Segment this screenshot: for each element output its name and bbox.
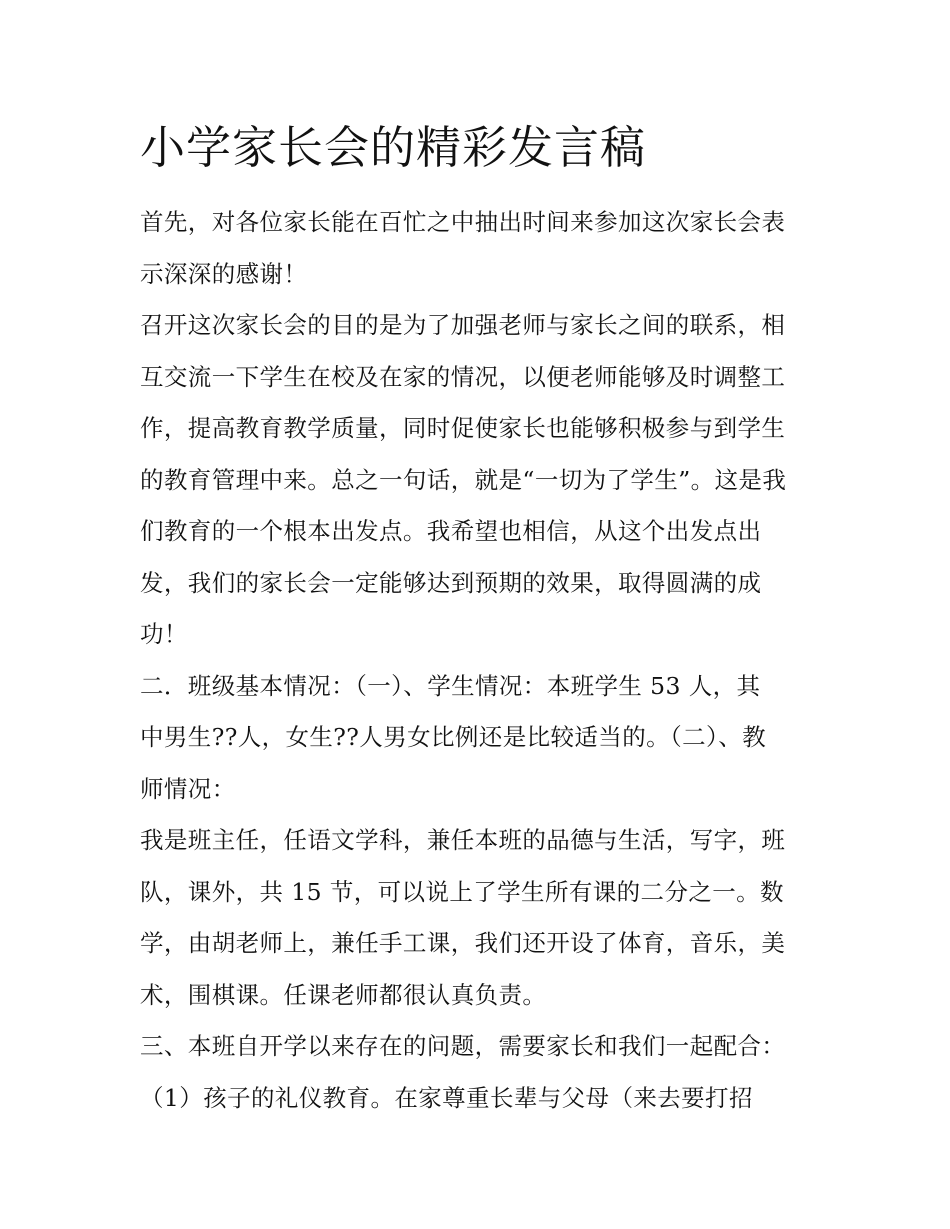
paragraph-line: 术，围棋课。任课老师都很认真负责。 — [140, 980, 547, 1009]
document-title: 小学家长会的精彩发言稿 — [140, 121, 647, 174]
paragraph-line: 示深深的感谢！ — [140, 259, 308, 288]
paragraph-line: 中男生??人，女生??人男女比例还是比较适当的。（二）、教 — [140, 723, 766, 751]
paragraph-line: 学，由胡老师上，兼任手工课，我们还开设了体育，音乐，美 — [140, 929, 786, 957]
list-item-line: （1）孩子的礼仪教育。在家尊重长辈与父母（来去要打招 — [140, 1083, 753, 1112]
paragraph-line: 召开这次家长会的目的是为了加强老师与家长之间的联系，相 — [140, 311, 786, 339]
paragraph-line: 我是班主任，任语文学科，兼任本班的品德与生活，写字，班 — [140, 826, 786, 854]
paragraph-line: 作，提高教育教学质量，同时促使家长也能够积极参与到学生 — [140, 414, 786, 442]
section-heading-line: 二．班级基本情况：（一）、学生情况：本班学生 53 人，其 — [140, 671, 761, 700]
paragraph-line: 们教育的一个根本出发点。我希望也相信，从这个出发点出 — [140, 517, 762, 545]
paragraph-line: 师情况： — [140, 774, 236, 803]
document-body — [140, 199, 820, 1126]
section-heading-line: 三、本班自开学以来存在的问题，需要家长和我们一起配合： — [140, 1032, 786, 1060]
paragraph-line: 互交流一下学生在校及在家的情况，以便老师能够及时调整工 — [140, 362, 786, 391]
paragraph-line: 的教育管理中来。总之一句话，就是“一切为了学生”。这是我 — [140, 465, 787, 494]
paragraph-line: 功！ — [140, 620, 188, 648]
paragraph-line: 首先，对各位家长能在百忙之中抽出时间来参加这次家长会表 — [140, 208, 786, 236]
paragraph-line: 发，我们的家长会一定能够达到预期的效果，取得圆满的成 — [140, 568, 762, 597]
paragraph-line: 队，课外，共 15 节，可以说上了学生所有课的二分之一。数 — [140, 877, 784, 906]
